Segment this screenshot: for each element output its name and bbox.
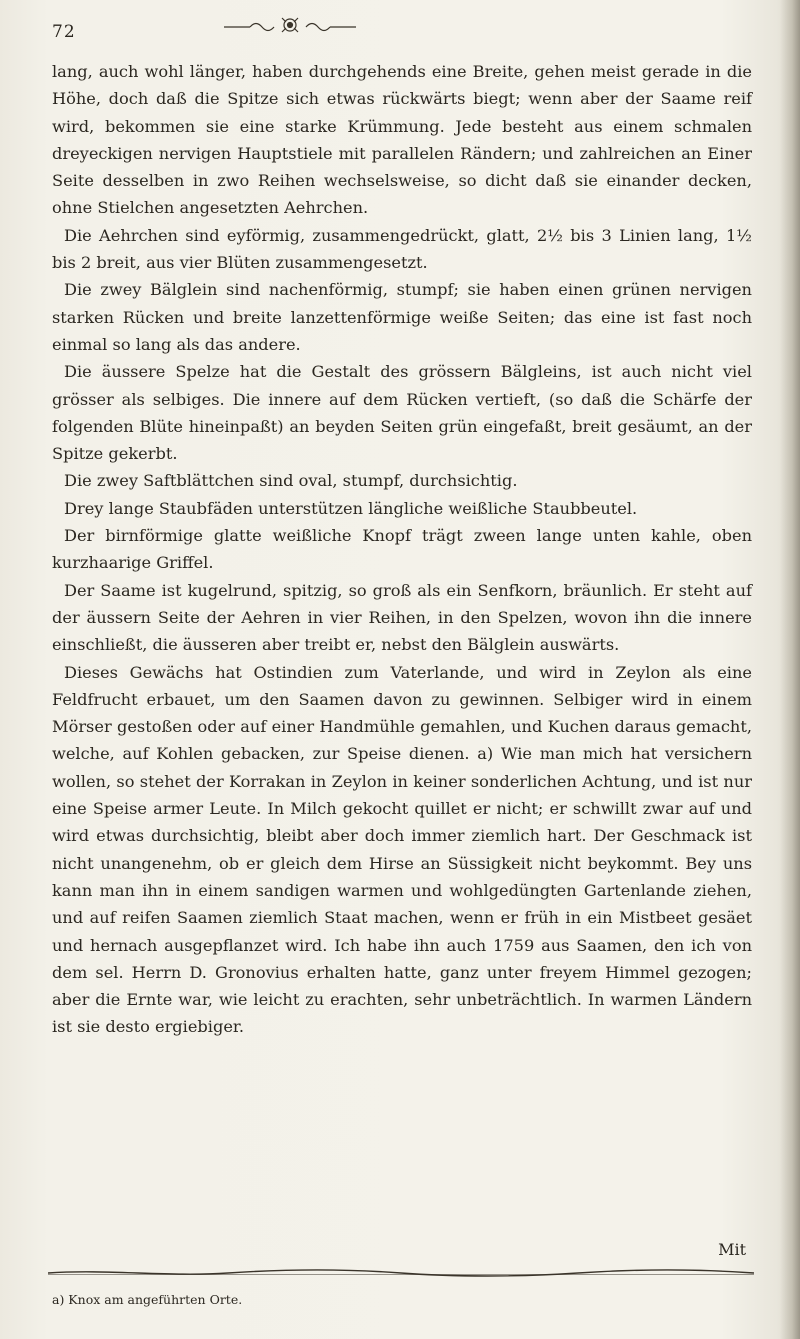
page-edge-shadow: [780, 0, 800, 1339]
paragraph-saftblaettchen: Die zwey Saftblättchen sind oval, stumpf, durchsichtig.: [64, 471, 518, 491]
paragraph-spelze: Die äussere Spelze hat die Gestalt des grössern Bälgleins, ist auch nicht viel grösser als selbiges. Die innere auf dem Rücken vertieft, (so daß die Schärfe der folgenden Blüte hineinpaßt) an beyden Seiten grün eingefaßt, breit gesäumt, an der Spitze gekerbt.: [52, 362, 752, 464]
page-number: 72: [52, 22, 76, 42]
paragraph-baelglein: Die zwey Bälglein sind nachenförmig, stumpf; sie haben einen grünen nervigen starken Rücken und breite lanzettenförmige weiße Seiten; das eine ist fast noch einmal so lang als das andere.: [52, 280, 752, 354]
catchword: Mit: [718, 1240, 746, 1259]
paragraph-staubfaeden: Drey lange Staubfäden unterstützen längliche weißliche Staubbeutel.: [64, 498, 638, 518]
paragraph-gewaechs: Dieses Gewächs hat Ostindien zum Vaterlande, und wird in Zeylon als eine Feldfrucht erbauet, um den Saamen davon zu gewinnen. Selbiger wird in einem Mörser gestoßen oder auf einer Handmühle gemahlen, und Kuchen daraus gemacht, welche, auf Kohlen gebacken, zur Speise dienen. a) Wie man mich hat versichern wollen, so stehet der Korrakan in Zeylon in keiner sonderlichen Achtung, und ist nur eine Speise armer Leute. In Milch gekocht quillet er nicht; er schwillt zwar auf und wird etwas durchsichtig, bleibt aber doch immer ziemlich hart. Der Geschmack ist nicht unangenehm, ob er gleich dem Hirse an Süssigkeit nicht beykommt. Bey uns kann man ihn in einem sandigen warmen und wohlgedüngten Gartenlande ziehen, und auf reifen Saamen ziemlich Staat machen, wenn er früh in ein Mistbeet gesäet und hernach ausgepflanzet wird. Ich habe ihn auch 1759 aus Saamen, den ich von dem sel. Herrn D. Gronovius erhalten hatte, ganz unter freyem Himmel gezogen; aber die Ernte war, wie leicht zu erachten, sehr unbeträchtlich. In warmen Ländern ist sie desto ergiebiger.: [52, 662, 752, 1037]
paragraph-saame: Der Saame ist kugelrund, spitzig, so groß als ein Senfkorn, bräunlich. Er steht auf der äussern Seite der Aehren in vier Reihen, in den Spelzen, wovon ihn die innere einschließt, die äusseren aber treibt er, nebst den Bälglein auswärts.: [52, 580, 752, 655]
footnote: a) Knox am angeführten Orte.: [52, 1292, 243, 1307]
header-ornament-icon: [220, 14, 360, 36]
paragraph-aehrchen: Die Aehrchen sind eyförmig, zusammengedrückt, glatt, 2½ bis 3 Linien lang, 1½ bis 2 breit, aus vier Blüten zusammengesetzt.: [52, 225, 752, 273]
page-header: [50, 8, 750, 42]
body-text: [52, 58, 752, 1041]
paragraph-knopf: Der birnförmige glatte weißliche Knopf trägt zween lange unten kahle, oben kurzhaarige Griffel.: [52, 526, 752, 573]
paragraph-leaves-end: lang, auch wohl länger, haben durchgehends eine Breite, gehen meist gerade in die Höhe, doch daß die Spitze sich etwas rückwärts biegt; wenn aber der Saame reif wird, bekommen sie eine starke Krümmung. Jede besteht aus einem schmalen dreyeckigen nervigen Hauptstiele mit parallelen Rändern; und zahlreichen an Einer Seite desselben in zwo Reihen wechselsweise, so dicht daß sie einander decken, ohne Stielchen angesetzten Aehrchen.: [52, 62, 752, 218]
footnote-rule: [48, 1268, 754, 1278]
